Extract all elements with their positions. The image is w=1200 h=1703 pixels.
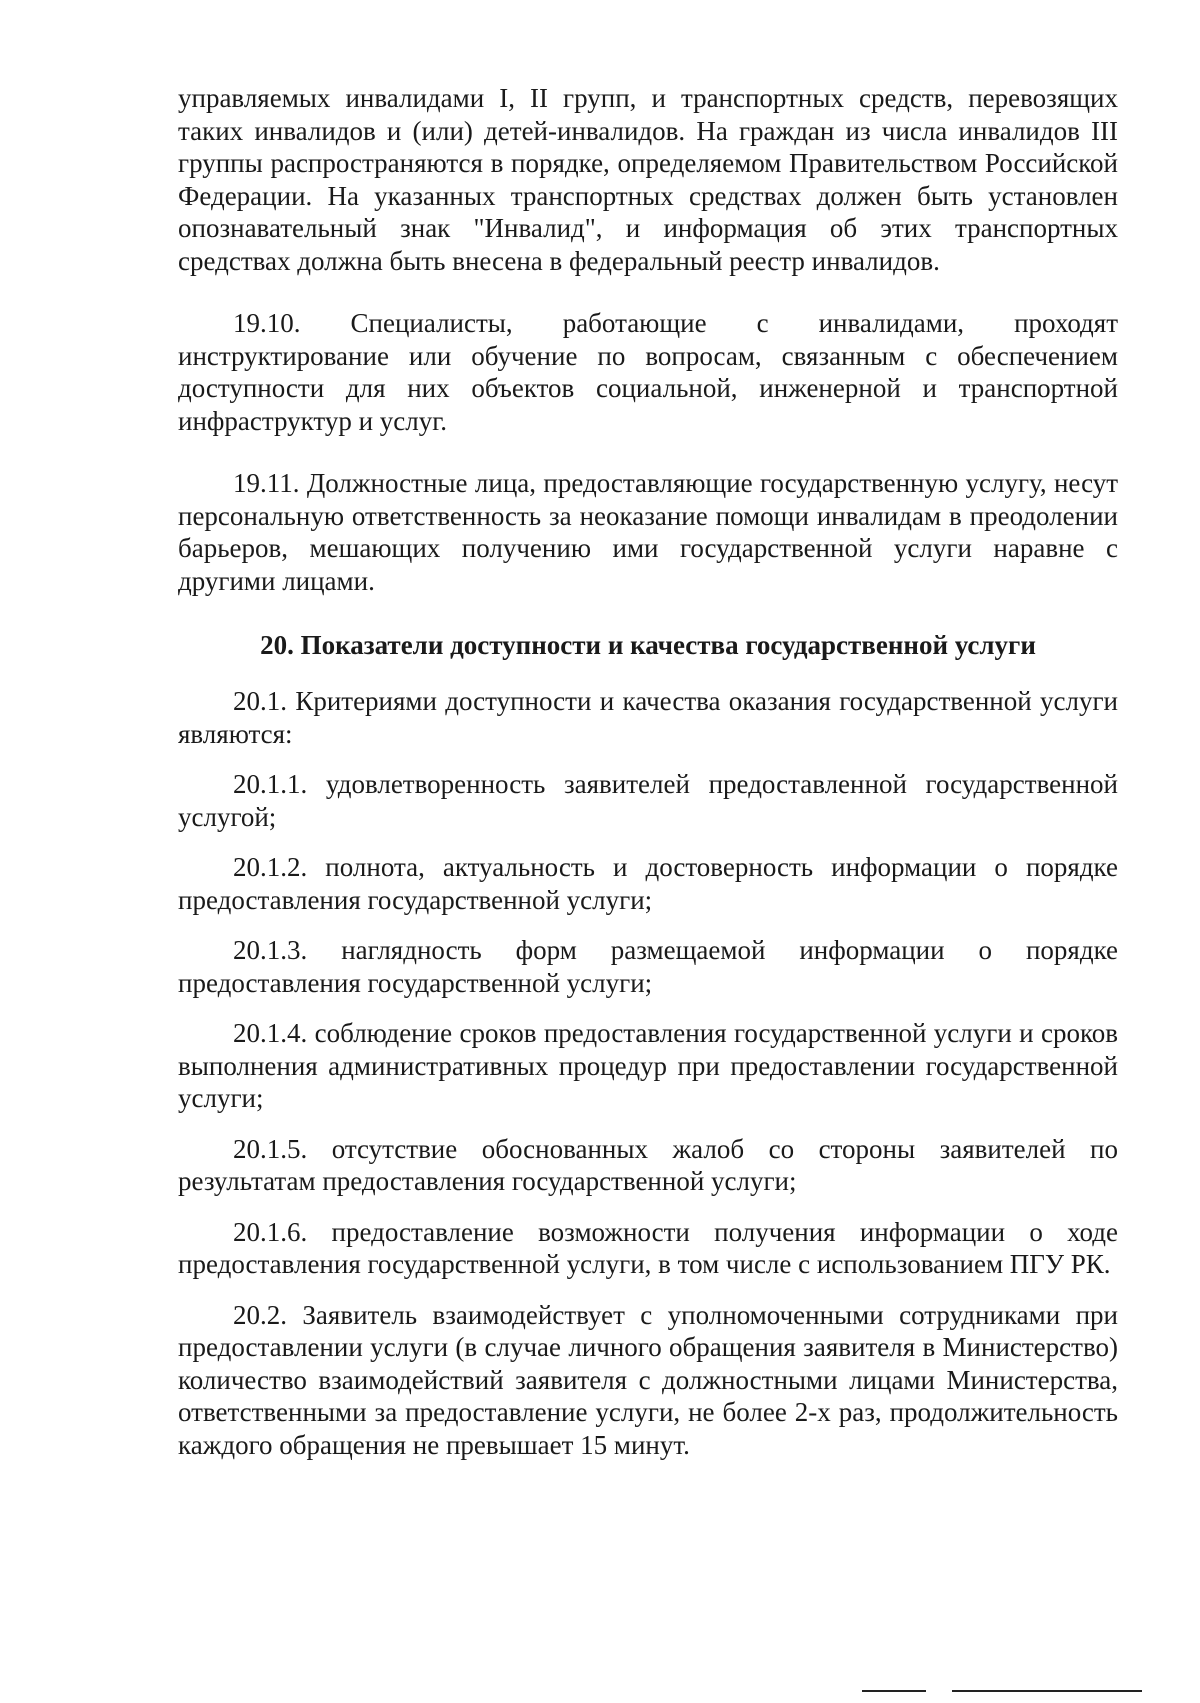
paragraph-20-1-1: 20.1.1. удовлетворенность заявителей предоставленной государственной услугой; xyxy=(178,769,1118,832)
paragraph-19-11: 19.11. Должностные лица, предоставляющие государственную услугу, несут персональную ответственность за неоказание помощи инвалидам в преодолении барьеров, мешающих получению ими государственной услуги наравне с другими лицами. xyxy=(178,468,1118,596)
footer-line-short xyxy=(862,1690,926,1692)
paragraph-19-10: 19.10. Специалисты, работающие с инвалидами, проходят инструктирование или обучение по вопросам, связанным с обеспечением доступности для них объектов социальной, инженерной и транспортной инфраструктур и услуг. xyxy=(178,308,1118,436)
paragraph-20-1-4: 20.1.4. соблюдение сроков предоставления государственной услуги и сроков выполнения административных процедур при предоставлении государственной услуги; xyxy=(178,1018,1118,1113)
paragraph-20-1-3: 20.1.3. наглядность форм размещаемой информации о порядке предоставления государственной услуги; xyxy=(178,935,1118,998)
paragraph-continuation: управляемых инвалидами I, II групп, и транспортных средств, перевозящих таких инвалидов и (или) детей-инвалидов. На граждан из числа инвалидов III группы распространяются в порядке, определяемом Правительством Российской Федерации. На указанных транспортных средствах должен быть установлен опознавательный знак "Инвалид", и информация об этих транспортных средствах должна быть внесена в федеральный реестр инвалидов. xyxy=(178,83,1118,276)
section-20-heading: 20. Показатели доступности и качества государственной услуги xyxy=(260,630,1036,660)
paragraph-20-1: 20.1. Критериями доступности и качества оказания государственной услуги являются: xyxy=(178,686,1118,749)
paragraph-20-1-6: 20.1.6. предоставление возможности получения информации о ходе предоставления государственной услуги, в том числе с использованием ПГУ РК. xyxy=(178,1216,1118,1279)
paragraph-20-1-2: 20.1.2. полнота, актуальность и достоверность информации о порядке предоставления государственной услуги; xyxy=(178,852,1118,915)
paragraph-20-2: 20.2. Заявитель взаимодействует с уполномоченными сотрудниками при предоставлении услуги (в случае личного обращения заявителя в Министерство) количество взаимодействий заявителя с должностными лицами Министерства, ответственными за предоставление услуги, не более 2-х раз, продолжительность каждого обращения не превышает 15 минут. xyxy=(178,1299,1118,1460)
footer-rule xyxy=(862,1690,1142,1692)
paragraph-20-1-5: 20.1.5. отсутствие обоснованных жалоб со стороны заявителей по результатам предоставления государственной услуги; xyxy=(178,1133,1118,1196)
document-page xyxy=(178,82,1118,1461)
footer-line-long xyxy=(952,1690,1142,1692)
